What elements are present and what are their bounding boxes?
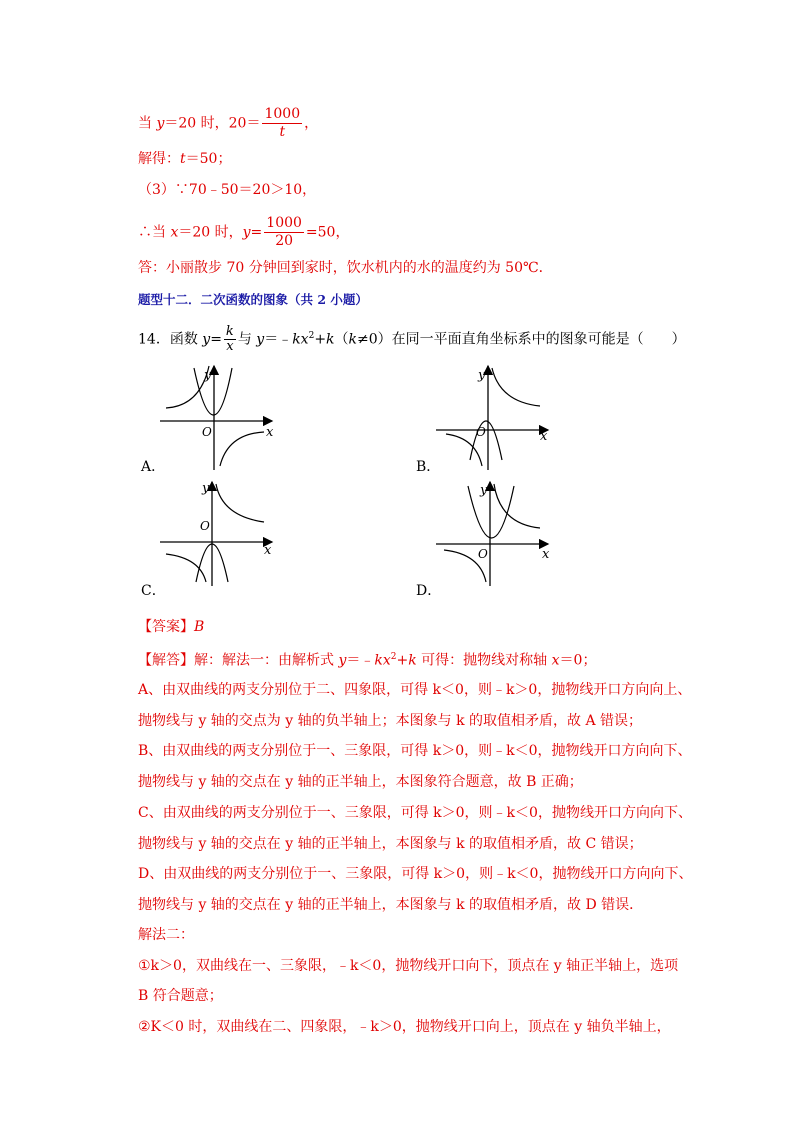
case-one-line-1: ①k＞0，双曲线在一、三象限，﹣k＜0，抛物线开口向下，顶点在 y 轴正半轴上，选项 bbox=[138, 958, 679, 974]
question-14 bbox=[138, 325, 686, 354]
var: kx bbox=[374, 652, 391, 669]
solution-b-line-2: 抛物线与 y 轴的交点在 y 轴的正半轴上，本图象符合题意，故 B 正确； bbox=[138, 774, 583, 790]
hyperbola-branch bbox=[492, 368, 540, 406]
text: + bbox=[314, 331, 327, 348]
solution-d-line-2: 抛物线与 y 轴的交点在 y 轴的正半轴上，本图象与 k 的取值相矛盾，故 D 错误． bbox=[138, 897, 644, 913]
solution-c-line-1: C、由双曲线的两支分别位于一、三象限，可得 k＞0，则﹣k＜0，抛物线开口方向向下、 bbox=[138, 805, 692, 821]
text: ， bbox=[304, 115, 319, 132]
text: ＝20 时，20＝ bbox=[164, 115, 261, 132]
graph-option-a bbox=[160, 362, 280, 472]
solution-b-line-1: B、由双曲线的两支分别位于一、三象限，可得 k＞0，则﹣k＜0，抛物线开口方向向下、 bbox=[138, 743, 692, 759]
numerator: 1000 bbox=[264, 106, 301, 122]
solution-c-line-2: 抛物线与 y 轴的交点在 y 轴的正半轴上，本图象与 k 的取值相矛盾，故 C 错误； bbox=[138, 836, 643, 852]
origin-label: O bbox=[200, 519, 210, 533]
denominator: 20 bbox=[275, 233, 294, 249]
text: 与 bbox=[237, 331, 257, 348]
hyperbola-branch bbox=[166, 554, 206, 582]
hyperbola-branch bbox=[166, 366, 209, 408]
fraction bbox=[262, 106, 302, 141]
option-b-label: B． bbox=[416, 459, 441, 475]
var: y bbox=[202, 331, 211, 348]
fraction bbox=[224, 325, 236, 354]
var: x bbox=[170, 224, 179, 241]
text: （ bbox=[334, 331, 349, 348]
text: 解：解法一：由解析式 bbox=[194, 652, 339, 669]
y-label: y bbox=[202, 481, 210, 496]
text: 当 bbox=[138, 115, 157, 132]
fraction bbox=[264, 215, 304, 250]
solution-label: 【解答】 bbox=[138, 652, 194, 669]
text: =50， bbox=[305, 224, 350, 241]
x-label: x bbox=[542, 547, 550, 562]
hyperbola-branch bbox=[494, 484, 540, 528]
var: k bbox=[408, 652, 417, 669]
origin-label: O bbox=[478, 547, 488, 561]
solution-line-2 bbox=[138, 149, 231, 169]
solution-line-1 bbox=[138, 106, 318, 141]
case-two-line-1: ②K＜0 时，双曲线在二、四象限，﹣k＞0，抛物线开口向上，顶点在 y 轴负半轴上， bbox=[138, 1019, 671, 1035]
solution-line-3: （3）∵70﹣50＝20＞10， bbox=[138, 182, 317, 198]
var: y bbox=[156, 115, 165, 132]
var: k bbox=[326, 331, 335, 348]
numerator: k bbox=[225, 324, 234, 339]
x-label: x bbox=[540, 429, 548, 444]
solution-intro bbox=[138, 647, 596, 671]
text: ∴当 bbox=[138, 224, 171, 241]
text: = bbox=[250, 224, 263, 241]
option-d-label: D． bbox=[416, 583, 442, 599]
superscript: 2 bbox=[390, 652, 397, 662]
denominator: x bbox=[226, 339, 234, 354]
method-two-label: 解法二： bbox=[138, 927, 194, 943]
text: ＝20 时， bbox=[178, 224, 243, 241]
y-label: y bbox=[478, 368, 486, 383]
solution-line-4 bbox=[138, 215, 349, 250]
text: 解得： bbox=[138, 151, 180, 167]
solution-line-5: 答：小丽散步 70 分钟回到家时，饮水机内的水的温度约为 50℃． bbox=[138, 260, 553, 276]
solution-a-line-1: A、由双曲线的两支分别位于二、四象限，可得 k＜0，则﹣k＞0，抛物线开口方向向上、 bbox=[138, 682, 692, 698]
var: y bbox=[338, 652, 347, 669]
origin-label: O bbox=[476, 425, 486, 439]
answer-line bbox=[138, 617, 204, 637]
solution-a-line-2: 抛物线与 y 轴的交点为 y 轴的负半轴上；本图象与 k 的取值相矛盾，故 A 错误； bbox=[138, 713, 643, 729]
text: ≠0）在同一平面直角坐标系中的图象可能是（ ） bbox=[357, 331, 686, 348]
graph-option-b bbox=[436, 362, 556, 472]
section-title: 题型十二．二次函数的图象（共 2 小题） bbox=[138, 292, 368, 307]
y-label: y bbox=[480, 483, 488, 498]
parabola bbox=[468, 486, 514, 538]
var: y bbox=[242, 224, 251, 241]
text: ＝50； bbox=[185, 151, 232, 167]
graph-option-d bbox=[436, 478, 556, 588]
text: 14．函数 bbox=[138, 331, 203, 348]
y-label: y bbox=[204, 368, 212, 383]
text: ＝0； bbox=[559, 652, 597, 669]
x-label: x bbox=[264, 543, 272, 558]
var: x bbox=[551, 652, 560, 669]
var: t bbox=[180, 151, 186, 167]
var: y bbox=[256, 331, 265, 348]
solution-d-line-1: D、由双曲线的两支分别位于一、三象限，可得 k＞0，则﹣k＜0，抛物线开口方向向下、 bbox=[138, 866, 693, 882]
case-one-line-2: B 符合题意； bbox=[138, 988, 223, 1004]
option-a-label: A． bbox=[141, 459, 166, 475]
answer-label: 【答案】 bbox=[138, 619, 194, 635]
text: ＝﹣ bbox=[346, 652, 375, 669]
parabola bbox=[194, 368, 232, 415]
answer-value: B bbox=[194, 619, 205, 635]
superscript: 2 bbox=[308, 330, 315, 341]
var: kx bbox=[292, 331, 309, 348]
graph-option-c bbox=[160, 478, 280, 588]
hyperbola-branch bbox=[220, 432, 264, 466]
var: k bbox=[348, 331, 358, 348]
x-label: x bbox=[266, 425, 274, 440]
text: + bbox=[396, 652, 409, 669]
numerator: 1000 bbox=[266, 215, 302, 231]
origin-label: O bbox=[202, 425, 212, 439]
text: ＝﹣ bbox=[264, 331, 293, 348]
option-c-label: C． bbox=[141, 583, 166, 599]
parabola bbox=[470, 421, 502, 460]
denominator: t bbox=[279, 124, 286, 140]
text: 可得：抛物线对称轴 bbox=[416, 652, 552, 669]
hyperbola-branch bbox=[216, 484, 264, 522]
text: = bbox=[210, 331, 222, 348]
